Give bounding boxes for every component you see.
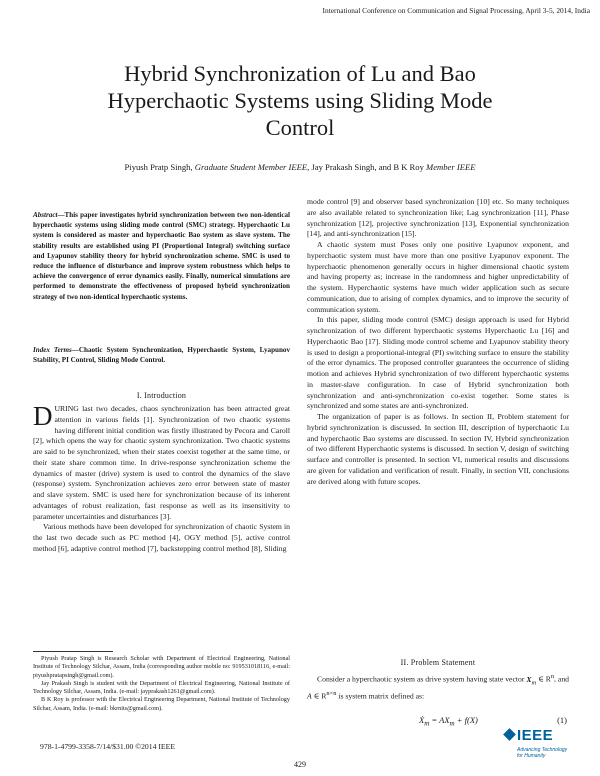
ieee-diamond-icon <box>503 728 516 741</box>
problem-paragraph <box>307 672 569 702</box>
abstract <box>33 210 290 302</box>
math-a: A <box>307 691 312 701</box>
ieee-tagline-2: for Humanity <box>517 753 546 759</box>
intro-p1-text: URING last two decades, chaos synchronization has been attracted great attention in various fields [1]. Synchronization of two chaotic systems having different initial condition was firstly illustrated by Pecora and Caroll [2], which opens the way for chaotic system synchronization. Two chaotic systems are said to be synchronized, when their states coexist together at the same time, or their state share common time. In drive-response synchronization scheme the dynamics of master (drive) system is used to control the dynamics of the slave (response) system. Synchronization achieves zero error between state of master and slave system. SMC is used here for synchronization because of its inherent advantages of robust realization, fast response as well as its insensitivity to parameter uncertainties and disturbances [3]. <box>33 404 290 521</box>
abstract-text: —This paper investigates hybrid synchronization between two non-identical hyperchaotic systems using sliding mode control (SMC) strategy. Hyperchaotic Lu system is considered as master and hyperchaotic Bao system as slave system. The stability results are established using PI (Proportional Integral) switching surface and Lyapunov stability theory for hybrid synchronization scheme. SMC is used to reduce the influence of disturbance and improve system robustness which helps to achieve the convergence of error dynamics easily. Finally, numerical simulations are performed to demonstrate the effectiveness of proposed hybrid synchronization strategy of two non-identical hyperchaotic systems. <box>33 211 290 301</box>
right-paragraph-1: A chaotic system must Poses only one positive Lyapunov exponent, and hyperchaotic system must have more than one positive Lyapunov exponent. The hyperchaotic phenomenon generally occurs in higher dimensional chaotic system and having property as; increase in the randomness and higher unpredictability of the system. Hyperchaotic systems have much wider application such as secure communication, due to arising of complex dynamics, and to improve the security of communication system. <box>307 240 569 314</box>
author-3-role: Member IEEE <box>426 162 476 172</box>
abstract-label: Abstract <box>33 211 58 219</box>
eq-rhs-tail: + f(X) <box>454 715 478 725</box>
text-run: is system matrix defined as: <box>336 691 425 701</box>
footnote-divider <box>33 651 113 652</box>
text-run: Consider a hyperchaotic system as drive system having state vector <box>317 674 527 684</box>
eq-lhs: Ẋ <box>419 715 425 725</box>
eq-rhs-sub: m <box>449 719 455 728</box>
section-heading: II. Problem Statement <box>400 658 476 667</box>
author-2-3: Jay Prakash Singh, and B K Roy <box>311 162 424 172</box>
ieee-logo <box>503 727 573 771</box>
isbn-copyright: 978-1-4799-3358-7/14/$31.00 ©2014 IEEE <box>40 742 176 751</box>
section-intro-heading <box>33 391 290 402</box>
eq-rhs: = AX <box>429 715 450 725</box>
right-column <box>307 197 569 487</box>
ieee-wordmark: IEEE <box>517 727 554 744</box>
conference-header: International Conference on Communication and Signal Processing, April 3-5, 2014, India <box>322 6 590 15</box>
drop-cap: D <box>33 401 53 431</box>
math-sup: n×n <box>326 689 337 697</box>
equation-formula <box>419 715 478 728</box>
intro-paragraph-2: Various methods have been developed for synchronization of chaotic System in the last two decade such as PC method [4], OGY method [5], active control method [6], adaptive control method [7], backstepping control method [8], Sliding <box>33 522 290 553</box>
math-x: X <box>526 674 532 684</box>
title-line-1: Hybrid Synchronization of Lu and Bao <box>124 61 476 86</box>
intro-paragraph-1 <box>33 401 290 522</box>
equation-number: (1) <box>557 715 567 725</box>
author-line <box>30 162 570 172</box>
introduction-body <box>33 401 290 555</box>
section-heading: I. Introduction <box>136 391 187 400</box>
right-paragraph-3: The organization of paper is as follows. In section II, Problem statement for hybrid synchronization is discussed. In section III, description of hyperchaotic Lu and hyperchaotic Bao systems are discussed. In section IV, Hybrid synchronization of two different Hyperchaotic systems is discussed. In section V, design of switching surface and controller is presented. In section VI, numerical results and discussions are given for validation and verification of result. Finally, in section VII, conclusions are derived along with future scopes. <box>307 412 569 486</box>
author-1-role: Graduate Student Member IEEE, <box>194 162 310 172</box>
math-in-r: ∈ R <box>311 691 327 701</box>
footnote-3: B K Roy is professor with the Electrical Engineering Department, National Institute of Technology Silchar, Assam, India. (e-mail: bkrnits@gmail.com). <box>33 696 290 712</box>
text-run: , and <box>554 674 570 684</box>
paper-title <box>40 60 560 141</box>
title-line-3: Control <box>265 115 335 140</box>
index-terms-text: —Chaotic System Synchronization, Hyperchaotic System, Lyapunov Stability, PI Control, Sliding Mode Control. <box>33 346 291 365</box>
math-sub: m <box>531 679 537 687</box>
problem-statement-body <box>307 672 569 702</box>
math-in-r: ∈ R <box>536 674 551 684</box>
math-sup: n <box>550 673 555 680</box>
ieee-tagline-1: Advancing Technology <box>517 747 568 753</box>
index-terms-label: Index Terms <box>33 346 72 354</box>
right-paragraph-0: mode control [9] and observer based synchronization [10] etc. So many techniques are also available related to synchronization like; Lag synchronization [11], Phase synchronization [12], projective synchronization [13], Exponential synchronization [14], and anti-synchronization [15]. <box>307 197 569 239</box>
footnotes <box>33 655 290 713</box>
title-line-2: Hyperchaotic Systems using Sliding Mode <box>107 88 493 113</box>
footnote-2: Jay Prakash Singh is student with the Department of Electrical Engineering, National Institute of Technology Silchar, Assam, India. (e-mail: jayprakash1261@gmail.com). <box>33 679 290 695</box>
page-number: 429 <box>294 760 306 769</box>
author-1: Piyush Pratp Singh, <box>124 162 193 172</box>
footnote-1: Piyush Pratap Singh is Research Scholar with Department of Electrical Engineering, National Institute of Technology Silchar, Assam, India (corresponding author mobile no: 919531018116, e-mail: piyushpratapsingh@gmail.com). <box>33 655 290 679</box>
index-terms <box>33 345 290 365</box>
section-problem-heading <box>307 658 569 669</box>
ieee-tagline <box>517 747 577 759</box>
eq-lhs-sub: m <box>424 719 430 728</box>
right-paragraph-2: In this paper, sliding mode control (SMC) design approach is used for Hybrid synchronization of two different hyperchaotic systems Hyperchaotic Lu [16] and Hyperchaotic Bao [17]. Sliding mode control scheme and Lyapunov stability theory is used to design a proportional-integral (PI) switching surface to ensure the stability of the error dynamics. The proposed controller guarantees the occurrence of sliding motion and achieves Hybrid synchronization of two different hyperchaotic systems in master-slave configuration. In case of Hybrid synchronization both synchronization and anti-synchronization co-exist together. Some states is synchronized and some states are anti-synchronized. <box>307 315 569 411</box>
